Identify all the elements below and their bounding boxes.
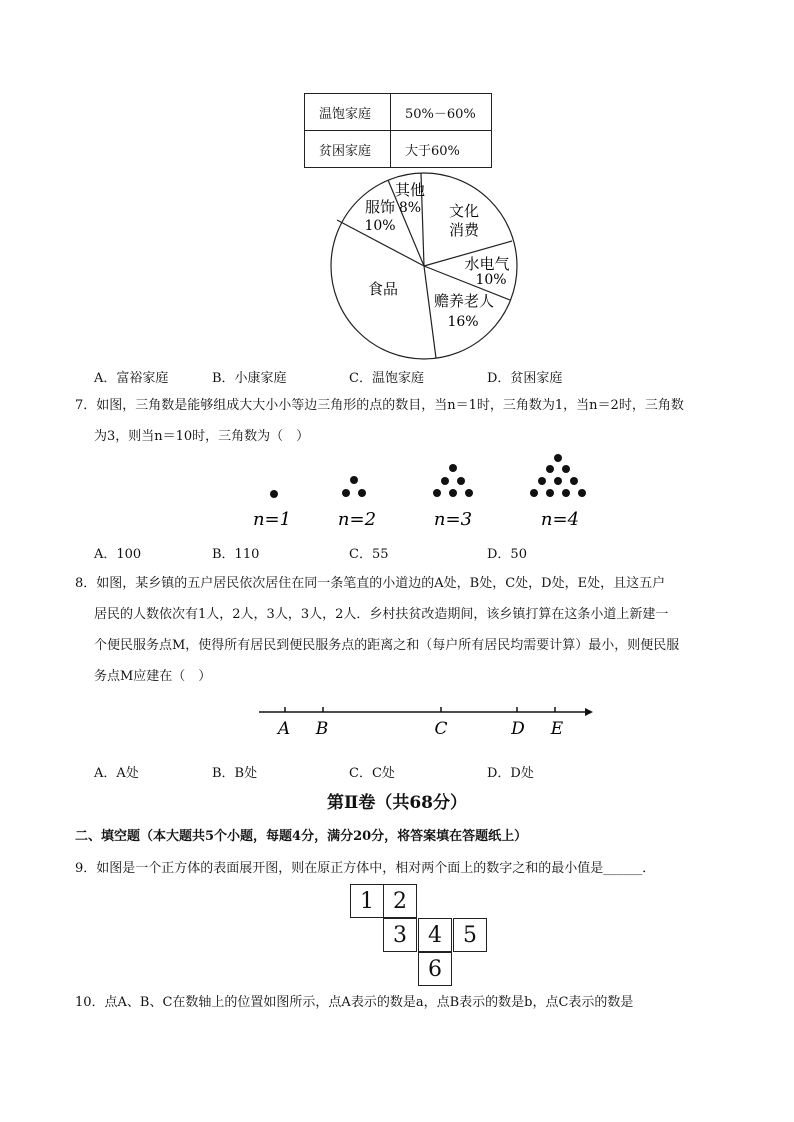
q10-text: 10．点A、B、C在数轴上的位置如图所示，点A表示的数是a，点B表示的数是b，点C表示的数是 xyxy=(75,995,634,1010)
dot xyxy=(546,489,554,497)
q7-option-c: C．55 xyxy=(349,547,389,562)
dots-label-n2: n=2 xyxy=(337,509,377,530)
pie-divider xyxy=(424,266,436,358)
table-row xyxy=(305,94,492,131)
point-label-b: B xyxy=(315,719,329,739)
dot xyxy=(449,489,457,497)
dot xyxy=(342,489,350,497)
q7-line-1: 7．如图，三角数是能够组成大大小小等边三角形的点的数目，当n＝1时，三角数为1，当n＝2时，三角数 xyxy=(75,398,684,413)
q6-option-d: D．贫困家庭 xyxy=(487,371,563,386)
q7-line-2: 为3，则当n＝10时，三角数为（ ） xyxy=(94,429,310,444)
q7-option-d: D．50 xyxy=(487,547,527,562)
point-label-c: C xyxy=(434,719,448,739)
net-cell: 6 xyxy=(418,952,452,986)
net-cell: 5 xyxy=(453,918,487,952)
dot xyxy=(449,464,457,472)
dot xyxy=(457,477,465,485)
q8-line-1: 8．如图，某乡镇的五户居民依次居住在同一条笔直的小道边的A处，B处，C处，D处，E处，且这五户 xyxy=(75,576,666,591)
point-label-e: E xyxy=(550,719,564,739)
q7-option-a: A．100 xyxy=(94,547,142,562)
dot xyxy=(562,465,570,473)
dots-label-n1: n=1 xyxy=(252,509,292,530)
q6-option-a: A．富裕家庭 xyxy=(94,371,169,386)
dots-label-n3: n=3 xyxy=(433,509,473,530)
dot xyxy=(562,489,570,497)
dot xyxy=(578,489,586,497)
net-cell: 1 xyxy=(350,884,384,918)
dot xyxy=(441,477,449,485)
point-label-a: A xyxy=(277,719,291,739)
dot xyxy=(530,489,538,497)
point-label-d: D xyxy=(511,719,525,739)
pie-label-food: 食品 xyxy=(367,280,399,298)
table-cell: 大于60% xyxy=(391,131,492,168)
dots-label-n4: n=4 xyxy=(540,509,580,530)
dot xyxy=(358,489,366,497)
pie-label-culture-2: 消费 xyxy=(448,221,480,239)
q8-option-c: C．C处 xyxy=(349,766,395,781)
dot xyxy=(433,489,441,497)
net-cell: 2 xyxy=(383,884,417,918)
q6-option-b: B．小康家庭 xyxy=(212,371,287,386)
arrow-head xyxy=(585,708,593,716)
expense-pie-chart xyxy=(328,170,522,360)
pie-label-culture-1: 文化 xyxy=(448,202,480,220)
pie-label-clothing: 服饰 xyxy=(364,198,396,216)
dot xyxy=(554,477,562,485)
road-number-line xyxy=(255,700,595,742)
pie-label-utilities: 水电气 xyxy=(464,255,510,273)
dot xyxy=(270,490,278,498)
q8-option-d: D．D处 xyxy=(487,766,534,781)
pie-label-other: 其他 xyxy=(394,181,426,199)
q8-line-4: 务点M应建在（ ） xyxy=(94,669,212,684)
q7-option-b: B．110 xyxy=(212,547,260,562)
q8-option-b: B．B处 xyxy=(212,766,258,781)
dot xyxy=(538,477,546,485)
dot xyxy=(554,454,562,462)
net-cell: 3 xyxy=(383,918,417,952)
q8-line-3: 个便民服务点M，使得所有居民到便民服务点的距离之和（每户所有居民均需要计算）最小，则便民服 xyxy=(94,638,680,653)
q6-option-c: C．温饱家庭 xyxy=(349,371,424,386)
dot xyxy=(570,477,578,485)
dot xyxy=(465,489,473,497)
q8-option-a: A．A处 xyxy=(94,766,139,781)
net-cell: 4 xyxy=(418,918,452,952)
table-cell: 温饱家庭 xyxy=(305,94,391,131)
dot xyxy=(546,465,554,473)
table-row xyxy=(305,131,492,168)
pie-label-other-pct: 8% xyxy=(398,200,422,216)
table-cell: 贫困家庭 xyxy=(305,131,391,168)
q9-text: 9．如图是一个正方体的表面展开图，则在原正方体中，相对两个面上的数字之和的最小值是______． xyxy=(75,861,656,876)
table-cell: 50%－60% xyxy=(391,94,492,131)
dot xyxy=(350,476,358,484)
pie-label-elder-pct: 16% xyxy=(447,314,479,330)
q8-line-2: 居民的人数依次有1人，2人，3人，3人，2人．乡村扶贫改造期间，该乡镇打算在这条小道上新建一 xyxy=(94,607,669,622)
pie-label-elder: 赡养老人 xyxy=(433,292,495,310)
pie-label-clothing-pct: 10% xyxy=(364,218,396,234)
standard-table xyxy=(304,93,492,168)
part-2-title: 第Ⅱ卷（共68分） xyxy=(327,793,467,813)
section-2-heading: 二、填空题（本大题共5个小题，每题4分，满分20分，将答案填在答题纸上） xyxy=(75,829,528,844)
pie-label-utilities-pct: 10% xyxy=(475,272,507,288)
triangle-dots-figure xyxy=(252,448,600,530)
